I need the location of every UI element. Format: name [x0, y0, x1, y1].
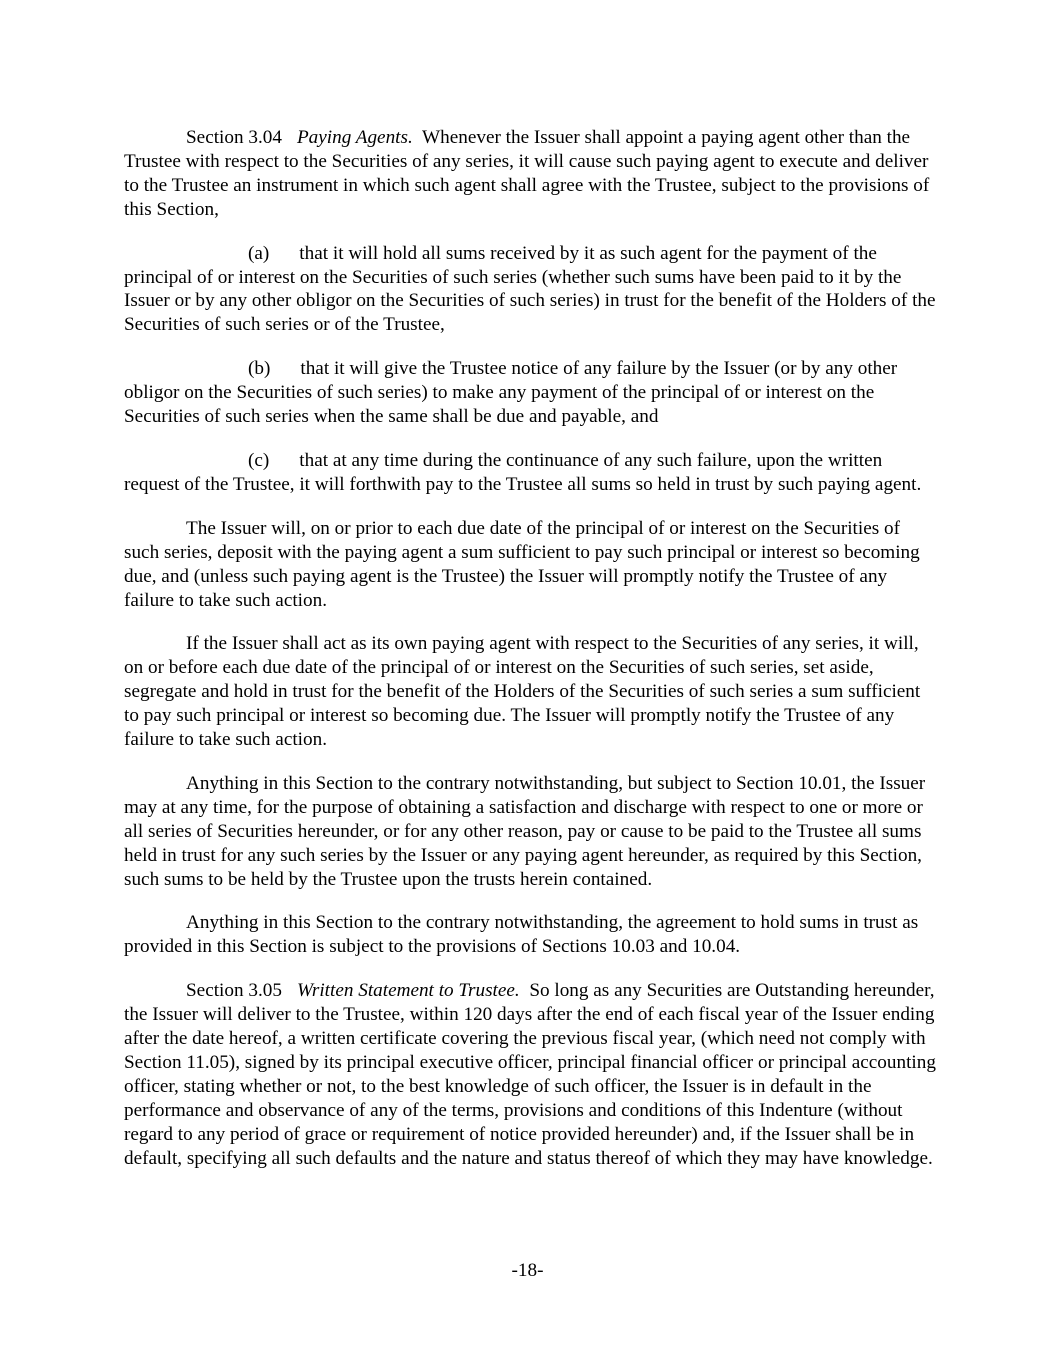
- deposit-paragraph: The Issuer will, on or prior to each due date of the principal of or interest on the Securities of such series, deposit with the paying agent a sum sufficient to pay such principal or interest so becoming due, and (unless such paying agent is the Trustee) the Issuer will promptly notify the Trustee of any failure to take such action.: [124, 517, 920, 611]
- section-3-05-label: Section 3.05: [186, 980, 282, 1002]
- clause-a-text: that it will hold all sums received by it as such agent for the payment of the principal of or interest on the Securities of such series (whether such sums have been paid to it by the Issuer or by any other obligor on the Securities of such series) in trust for the benefit of the Holders of the Securities of such series or of the Trustee,: [124, 242, 936, 336]
- clause-a-label: (a): [248, 242, 270, 264]
- document-body: [124, 126, 936, 1191]
- section-3-04-paragraph: [124, 126, 936, 222]
- clause-b-paragraph: [124, 357, 936, 429]
- clause-c-paragraph: [124, 449, 936, 497]
- own-paying-agent-paragraph: If the Issuer shall act as its own paying agent with respect to the Securities of any series, it will, on or before each due date of the principal of or interest on the Securities of such series, set aside, segregate and hold in trust for the benefit of the Holders of the Securities of such series a sum sufficient to pay such principal or interest so becoming due. The Issuer will promptly notify the Trustee of any failure to take such action.: [124, 633, 921, 751]
- contrary-notwithstanding-paragraph-1: Anything in this Section to the contrary notwithstanding, but subject to Section 10.01, the Issuer may at any time, for the purpose of obtaining a satisfaction and discharge with respect to one or more or all series of Securities hereunder, or for any other reason, pay or cause to be paid to the Trustee all sums held in trust for any such series by the Issuer or any paying agent hereunder, as required by this Section, such sums to be held by the Trustee upon the trusts herein contained.: [124, 772, 926, 890]
- clause-a-paragraph: [124, 242, 936, 338]
- clause-c-text: that at any time during the continuance of any such failure, upon the written request of the Trustee, it will forthwith pay to the Trustee all sums so held in trust by such paying agent.: [124, 449, 922, 495]
- section-3-05-title: Written Statement to Trustee.: [296, 980, 520, 1002]
- contrary-notwithstanding-paragraph-2: Anything in this Section to the contrary notwithstanding, the agreement to hold sums in trust as provided in this Section is subject to the provisions of Sections 10.03 and 10.04.: [124, 912, 919, 958]
- clause-c-label: (c): [248, 449, 270, 471]
- section-3-04-text: Whenever the Issuer shall appoint a paying agent other than the Trustee with respect to the Securities of any series, it will cause such paying agent to execute and deliver to the Trustee an instrument in which such agent shall agree with the Trustee, subject to the provisions of this Section,: [124, 127, 930, 220]
- section-3-04-label: Section 3.04: [186, 127, 282, 148]
- section-3-04-title: Paying Agents.: [296, 127, 413, 148]
- section-3-05-text: So long as any Securities are Outstanding hereunder, the Issuer will deliver to the Trustee, within 120 days after the end of each fiscal year of the Issuer ending after the date hereof, a written certificate covering the previous fiscal year, (which need not comply with Section 11.05), signed by its principal executive officer, principal financial officer or principal accounting officer, stating whether or not, to the best knowledge of such officer, the Issuer is in default in the performance and observance of any of the terms, provisions and conditions of this Indenture (without regard to any period of grace or requirement of notice provided hereunder) and, if the Issuer shall be in default, specifying all such defaults and the nature and status thereof of which they may have knowledge.: [124, 980, 936, 1169]
- section-3-05-paragraph: [124, 979, 936, 1170]
- page-number: -18-: [511, 1260, 544, 1281]
- clause-b-text: that it will give the Trustee notice of any failure by the Issuer (or by any other obligor on the Securities of such series) to make any payment of the principal of or interest on the Securities of such series when the same shall be due and payable, and: [124, 358, 898, 428]
- clause-b-label: (b): [248, 358, 271, 380]
